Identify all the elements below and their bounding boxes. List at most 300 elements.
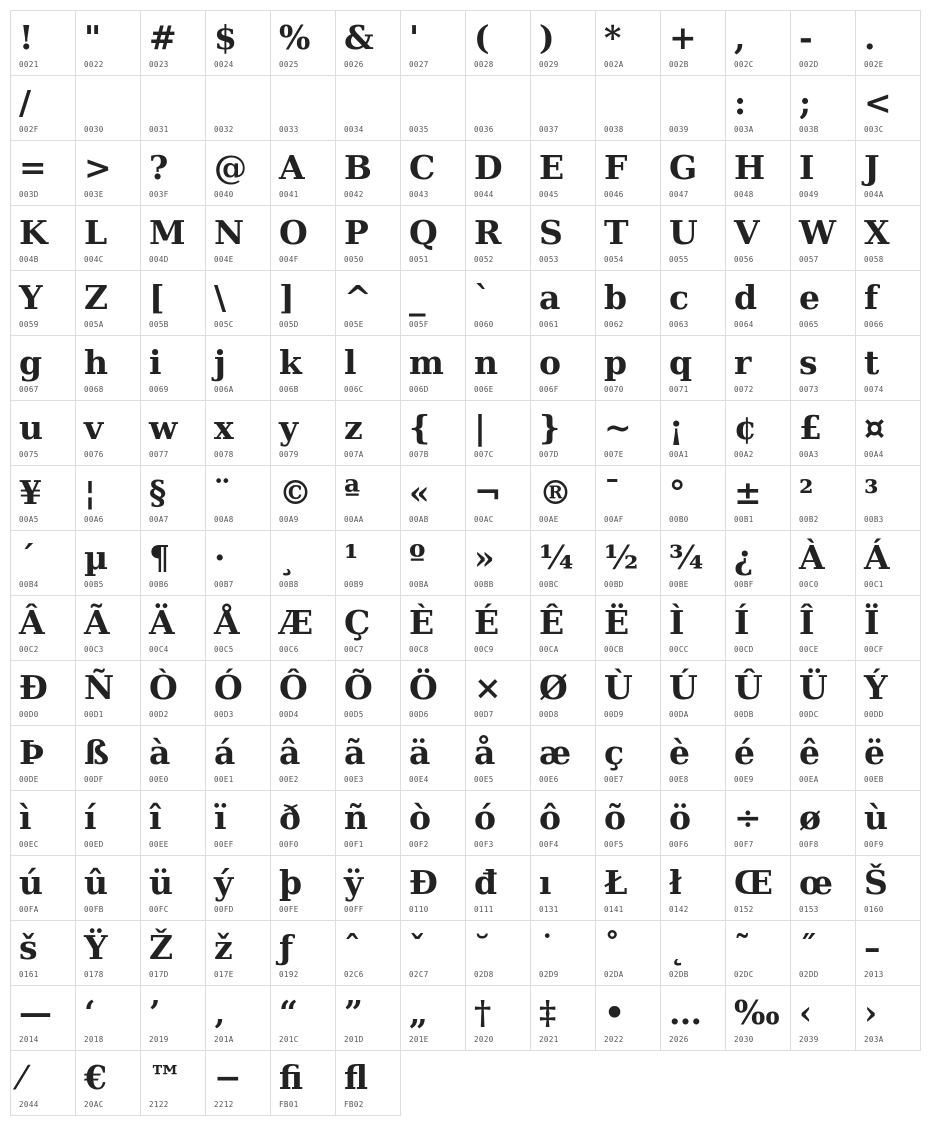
glyph-char: $	[214, 18, 237, 57]
glyph-char: Œ	[734, 863, 773, 902]
glyph-char: E	[539, 148, 565, 187]
glyph-char: ˛	[669, 928, 686, 967]
glyph-char: Ž	[149, 928, 174, 967]
glyph-codepoint: 002E	[864, 60, 884, 69]
glyph-char: ª	[344, 473, 361, 512]
glyph-codepoint: 02DA	[604, 970, 624, 979]
glyph-char: Ó	[214, 668, 243, 707]
glyph-codepoint: 00F1	[344, 840, 364, 849]
glyph-codepoint: 0142	[669, 905, 689, 914]
glyph-cell	[530, 790, 596, 856]
glyph-char: ž	[214, 928, 233, 967]
glyph-cell	[595, 595, 661, 661]
glyph-codepoint: 017D	[149, 970, 169, 979]
glyph-cell	[205, 660, 271, 726]
glyph-cell	[205, 140, 271, 206]
glyph-char: F	[604, 148, 628, 187]
glyph-cell	[530, 140, 596, 206]
glyph-codepoint: 0059	[19, 320, 39, 329]
glyph-char: ¸	[279, 538, 296, 577]
glyph-char: <	[864, 83, 892, 122]
glyph-cell	[595, 855, 661, 921]
glyph-char: ê	[799, 733, 820, 772]
glyph-codepoint: 0152	[734, 905, 754, 914]
glyph-char: u	[19, 408, 43, 447]
glyph-codepoint: 00DF	[84, 775, 104, 784]
glyph-codepoint: 00AE	[539, 515, 559, 524]
glyph-char: î	[149, 798, 162, 837]
glyph-char: J	[864, 148, 880, 187]
glyph-cell	[725, 660, 791, 726]
glyph-cell	[10, 400, 76, 466]
glyph-codepoint: 00BC	[539, 580, 559, 589]
glyph-cell	[595, 140, 661, 206]
glyph-char: ñ	[344, 798, 368, 837]
glyph-cell	[465, 270, 531, 336]
glyph-cell	[595, 530, 661, 596]
glyph-cell	[140, 790, 206, 856]
glyph-codepoint: 0039	[669, 125, 689, 134]
glyph-char: q	[669, 343, 693, 382]
glyph-char: û	[84, 863, 108, 902]
glyph-codepoint: 0077	[149, 450, 169, 459]
glyph-cell	[205, 530, 271, 596]
glyph-cell	[725, 10, 791, 76]
glyph-cell	[400, 205, 466, 271]
glyph-codepoint: 00B0	[669, 515, 689, 524]
glyph-cell	[855, 595, 921, 661]
glyph-codepoint: 00B2	[799, 515, 819, 524]
glyph-cell	[790, 270, 856, 336]
glyph-char: …	[669, 993, 702, 1032]
glyph-cell	[335, 335, 401, 401]
glyph-codepoint: 0060	[474, 320, 494, 329]
glyph-cell	[335, 660, 401, 726]
glyph-cell	[335, 530, 401, 596]
glyph-codepoint: 002D	[799, 60, 819, 69]
glyph-codepoint: 004A	[864, 190, 884, 199]
glyph-codepoint: 0054	[604, 255, 624, 264]
glyph-cell	[465, 75, 531, 141]
glyph-codepoint: 2021	[539, 1035, 559, 1044]
glyph-codepoint: 20AC	[84, 1100, 104, 1109]
glyph-char: ð	[279, 798, 302, 837]
glyph-codepoint: 006A	[214, 385, 234, 394]
glyph-cell	[465, 855, 531, 921]
glyph-codepoint: 00C3	[84, 645, 104, 654]
glyph-cell	[205, 270, 271, 336]
glyph-char: Ç	[344, 603, 371, 642]
glyph-codepoint: FB02	[344, 1100, 364, 1109]
glyph-cell	[75, 660, 141, 726]
glyph-codepoint: 00F5	[604, 840, 624, 849]
glyph-cell	[75, 10, 141, 76]
glyph-char: e	[799, 278, 820, 317]
glyph-cell	[270, 920, 336, 986]
glyph-cell	[790, 790, 856, 856]
glyph-cell	[595, 985, 661, 1051]
glyph-char: ¼	[539, 538, 574, 577]
glyph-cell	[660, 920, 726, 986]
glyph-cell	[205, 75, 271, 141]
glyph-char: Â	[19, 603, 45, 642]
glyph-codepoint: 002F	[19, 125, 39, 134]
glyph-codepoint: 0047	[669, 190, 689, 199]
glyph-char: Õ	[344, 668, 373, 707]
glyph-codepoint: 004C	[84, 255, 104, 264]
glyph-char: y	[279, 408, 299, 447]
glyph-cell	[465, 465, 531, 531]
glyph-cell	[140, 855, 206, 921]
glyph-codepoint: 0027	[409, 60, 429, 69]
glyph-char: à	[149, 733, 171, 772]
glyph-cell	[855, 855, 921, 921]
glyph-codepoint: 00BD	[604, 580, 624, 589]
glyph-codepoint: 00F4	[539, 840, 559, 849]
glyph-cell	[75, 725, 141, 791]
glyph-codepoint: 005A	[84, 320, 104, 329]
glyph-codepoint: 0050	[344, 255, 364, 264]
glyph-cell	[595, 660, 661, 726]
glyph-char: ¨	[214, 473, 231, 512]
glyph-codepoint: 00D3	[214, 710, 234, 719]
glyph-char: ·	[214, 538, 226, 577]
glyph-char: §	[149, 473, 167, 512]
glyph-char: R	[474, 213, 502, 252]
glyph-codepoint: 0030	[84, 125, 104, 134]
glyph-cell	[75, 465, 141, 531]
glyph-codepoint: 00EA	[799, 775, 819, 784]
glyph-char: Þ	[19, 733, 44, 772]
glyph-char: j	[214, 343, 226, 382]
glyph-codepoint: 2122	[149, 1100, 169, 1109]
glyph-char: ,	[734, 18, 746, 57]
glyph-codepoint: 0079	[279, 450, 299, 459]
glyph-char: A	[279, 148, 305, 187]
glyph-char: Ý	[864, 668, 888, 707]
glyph-char: c	[669, 278, 690, 317]
glyph-char: ò	[409, 798, 432, 837]
glyph-codepoint: 005D	[279, 320, 299, 329]
glyph-codepoint: 003F	[149, 190, 169, 199]
glyph-codepoint: 00E3	[344, 775, 364, 784]
glyph-codepoint: 00DD	[864, 710, 884, 719]
glyph-char: —	[19, 993, 52, 1032]
glyph-codepoint: 00EE	[149, 840, 169, 849]
glyph-codepoint: 0131	[539, 905, 559, 914]
glyph-char: é	[734, 733, 755, 772]
glyph-codepoint: 00B9	[344, 580, 364, 589]
glyph-cell	[270, 140, 336, 206]
glyph-codepoint: 00A4	[864, 450, 884, 459]
glyph-cell	[75, 205, 141, 271]
glyph-codepoint: 006C	[344, 385, 364, 394]
glyph-codepoint: 2026	[669, 1035, 689, 1044]
glyph-char: ¥	[19, 473, 42, 512]
glyph-codepoint: 00CD	[734, 645, 754, 654]
glyph-cell	[10, 790, 76, 856]
glyph-char: d	[734, 278, 758, 317]
glyph-char: Ë	[604, 603, 630, 642]
glyph-codepoint: 00AA	[344, 515, 364, 524]
glyph-codepoint: 004B	[19, 255, 39, 264]
glyph-char: Æ	[279, 603, 314, 642]
glyph-codepoint: 02DC	[734, 970, 754, 979]
glyph-cell	[465, 660, 531, 726]
glyph-codepoint: 0044	[474, 190, 494, 199]
glyph-cell	[595, 920, 661, 986]
glyph-char: \	[214, 278, 227, 317]
glyph-cell	[205, 10, 271, 76]
glyph-cell	[660, 855, 726, 921]
glyph-codepoint: 00C1	[864, 580, 884, 589]
glyph-codepoint: 00C0	[799, 580, 819, 589]
glyph-codepoint: 0038	[604, 125, 624, 134]
glyph-cell	[75, 790, 141, 856]
glyph-char: m	[409, 343, 444, 382]
glyph-char: †	[474, 993, 492, 1032]
glyph-codepoint: 0066	[864, 320, 884, 329]
glyph-cell	[270, 335, 336, 401]
glyph-codepoint: 00C2	[19, 645, 39, 654]
glyph-codepoint: 00C5	[214, 645, 234, 654]
glyph-char: •	[604, 993, 626, 1032]
glyph-codepoint: 0042	[344, 190, 364, 199]
glyph-codepoint: 0051	[409, 255, 429, 264]
glyph-codepoint: 201E	[409, 1035, 429, 1044]
glyph-cell	[10, 140, 76, 206]
glyph-char: .	[864, 18, 876, 57]
glyph-codepoint: 00E4	[409, 775, 429, 784]
glyph-cell	[465, 530, 531, 596]
glyph-char: Á	[864, 538, 890, 577]
glyph-codepoint: 0032	[214, 125, 234, 134]
glyph-codepoint: 00A2	[734, 450, 754, 459]
glyph-cell	[595, 75, 661, 141]
glyph-codepoint: 006E	[474, 385, 494, 394]
glyph-char: Ñ	[84, 668, 115, 707]
glyph-codepoint: FB01	[279, 1100, 299, 1109]
glyph-cell	[855, 270, 921, 336]
glyph-codepoint: 0053	[539, 255, 559, 264]
glyph-cell	[400, 660, 466, 726]
glyph-char: ⁄	[19, 1058, 25, 1097]
glyph-codepoint: 00A9	[279, 515, 299, 524]
glyph-codepoint: 0036	[474, 125, 494, 134]
glyph-codepoint: 00F7	[734, 840, 754, 849]
glyph-cell	[10, 660, 76, 726]
glyph-char: ;	[799, 83, 812, 122]
glyph-codepoint: 2022	[604, 1035, 624, 1044]
glyph-cell	[10, 595, 76, 661]
glyph-codepoint: 00E0	[149, 775, 169, 784]
glyph-codepoint: 0026	[344, 60, 364, 69]
glyph-codepoint: 006B	[279, 385, 299, 394]
glyph-codepoint: 02DD	[799, 970, 819, 979]
glyph-codepoint: 0025	[279, 60, 299, 69]
glyph-cell	[530, 660, 596, 726]
glyph-codepoint: 00CC	[669, 645, 689, 654]
glyph-char: œ	[799, 863, 833, 902]
glyph-cell	[140, 465, 206, 531]
glyph-char: ™	[149, 1058, 182, 1097]
glyph-codepoint: 0040	[214, 190, 234, 199]
glyph-codepoint: 0035	[409, 125, 429, 134]
glyph-char: ÿ	[344, 863, 364, 902]
glyph-cell	[660, 660, 726, 726]
glyph-codepoint: 00B4	[19, 580, 39, 589]
glyph-char: È	[409, 603, 435, 642]
glyph-cell	[270, 660, 336, 726]
glyph-char: ¯	[604, 473, 621, 512]
glyph-cell	[10, 465, 76, 531]
glyph-codepoint: 2020	[474, 1035, 494, 1044]
glyph-char: ˆ	[344, 928, 361, 967]
glyph-cell	[270, 595, 336, 661]
glyph-cell	[140, 10, 206, 76]
glyph-char: S	[539, 213, 563, 252]
glyph-codepoint: 00FF	[344, 905, 364, 914]
glyph-codepoint: 0069	[149, 385, 169, 394]
glyph-cell	[595, 790, 661, 856]
glyph-codepoint: 00BA	[409, 580, 429, 589]
glyph-codepoint: 0110	[409, 905, 429, 914]
glyph-char: >	[84, 148, 112, 187]
glyph-cell	[465, 335, 531, 401]
glyph-codepoint: 007E	[604, 450, 624, 459]
glyph-codepoint: 00A7	[149, 515, 169, 524]
glyph-cell	[855, 465, 921, 531]
glyph-codepoint: 0160	[864, 905, 884, 914]
glyph-cell	[335, 140, 401, 206]
glyph-codepoint: 00CA	[539, 645, 559, 654]
glyph-char: É	[474, 603, 500, 642]
glyph-codepoint: 00E7	[604, 775, 624, 784]
glyph-cell	[400, 335, 466, 401]
glyph-cell	[530, 270, 596, 336]
glyph-codepoint: 2014	[19, 1035, 39, 1044]
glyph-codepoint: 0031	[149, 125, 169, 134]
glyph-char: ¢	[734, 408, 757, 447]
glyph-cell	[465, 985, 531, 1051]
glyph-codepoint: 00A3	[799, 450, 819, 459]
glyph-char: Ÿ	[84, 928, 108, 967]
glyph-char: ±	[734, 473, 762, 512]
glyph-cell	[270, 855, 336, 921]
glyph-cell	[725, 920, 791, 986]
glyph-codepoint: 0022	[84, 60, 104, 69]
glyph-cell	[205, 725, 271, 791]
glyph-codepoint: 00E5	[474, 775, 494, 784]
glyph-cell	[335, 75, 401, 141]
glyph-char: ¾	[669, 538, 704, 577]
glyph-codepoint: 005F	[409, 320, 429, 329]
glyph-char: ‰	[734, 993, 780, 1032]
glyph-codepoint: 00D6	[409, 710, 429, 719]
glyph-char: ‘	[84, 993, 96, 1032]
glyph-codepoint: 00B6	[149, 580, 169, 589]
glyph-cell	[595, 205, 661, 271]
glyph-codepoint: 00CB	[604, 645, 624, 654]
glyph-cell	[725, 140, 791, 206]
glyph-char: O	[279, 213, 308, 252]
glyph-cell	[855, 400, 921, 466]
glyph-codepoint: 00AB	[409, 515, 429, 524]
glyph-cell	[10, 725, 76, 791]
glyph-codepoint: 02C6	[344, 970, 364, 979]
glyph-codepoint: 003B	[799, 125, 819, 134]
glyph-char: Ø	[539, 668, 568, 707]
glyph-char: Ú	[669, 668, 698, 707]
glyph-cell	[75, 530, 141, 596]
glyph-codepoint: 0111	[474, 905, 494, 914]
glyph-cell	[790, 465, 856, 531]
glyph-codepoint: 02D9	[539, 970, 559, 979]
glyph-cell	[140, 595, 206, 661]
glyph-char: £	[799, 408, 822, 447]
glyph-cell	[10, 75, 76, 141]
glyph-char: Ł	[604, 863, 628, 902]
glyph-char: r	[734, 343, 752, 382]
glyph-char: %	[279, 18, 311, 57]
glyph-codepoint: 0078	[214, 450, 234, 459]
glyph-char: P	[344, 213, 369, 252]
glyph-cell	[205, 205, 271, 271]
glyph-codepoint: 003A	[734, 125, 754, 134]
glyph-cell	[660, 985, 726, 1051]
glyph-codepoint: 0063	[669, 320, 689, 329]
glyph-cell	[465, 595, 531, 661]
glyph-char: Ê	[539, 603, 565, 642]
glyph-codepoint: 0073	[799, 385, 819, 394]
glyph-char: ®	[539, 473, 572, 512]
glyph-char: ~	[604, 408, 632, 447]
glyph-cell	[205, 335, 271, 401]
glyph-cell	[140, 335, 206, 401]
glyph-char: Ã	[84, 603, 110, 642]
glyph-cell	[10, 855, 76, 921]
glyph-cell	[335, 725, 401, 791]
glyph-codepoint: 00E9	[734, 775, 754, 784]
glyph-char: –	[864, 928, 881, 967]
glyph-codepoint: 00C6	[279, 645, 299, 654]
glyph-codepoint: 002C	[734, 60, 754, 69]
glyph-char: â	[279, 733, 301, 772]
glyph-codepoint: 0141	[604, 905, 624, 914]
glyph-codepoint: 0067	[19, 385, 39, 394]
glyph-codepoint: 00F6	[669, 840, 689, 849]
glyph-char: ²	[799, 473, 814, 512]
glyph-char: ç	[604, 733, 625, 772]
glyph-codepoint: 00FA	[19, 905, 39, 914]
glyph-cell	[465, 140, 531, 206]
glyph-cell	[725, 985, 791, 1051]
glyph-codepoint: 0070	[604, 385, 624, 394]
glyph-char: ¬	[474, 473, 502, 512]
glyph-codepoint: 0045	[539, 190, 559, 199]
glyph-char: ^	[344, 278, 372, 317]
glyph-codepoint: 017E	[214, 970, 234, 979]
glyph-cell	[10, 920, 76, 986]
glyph-grid	[10, 10, 920, 1115]
glyph-cell	[335, 855, 401, 921]
glyph-char: „	[409, 993, 428, 1032]
glyph-cell	[660, 725, 726, 791]
glyph-cell	[530, 530, 596, 596]
glyph-cell	[270, 530, 336, 596]
glyph-char: }	[539, 408, 561, 447]
glyph-codepoint: 00F3	[474, 840, 494, 849]
